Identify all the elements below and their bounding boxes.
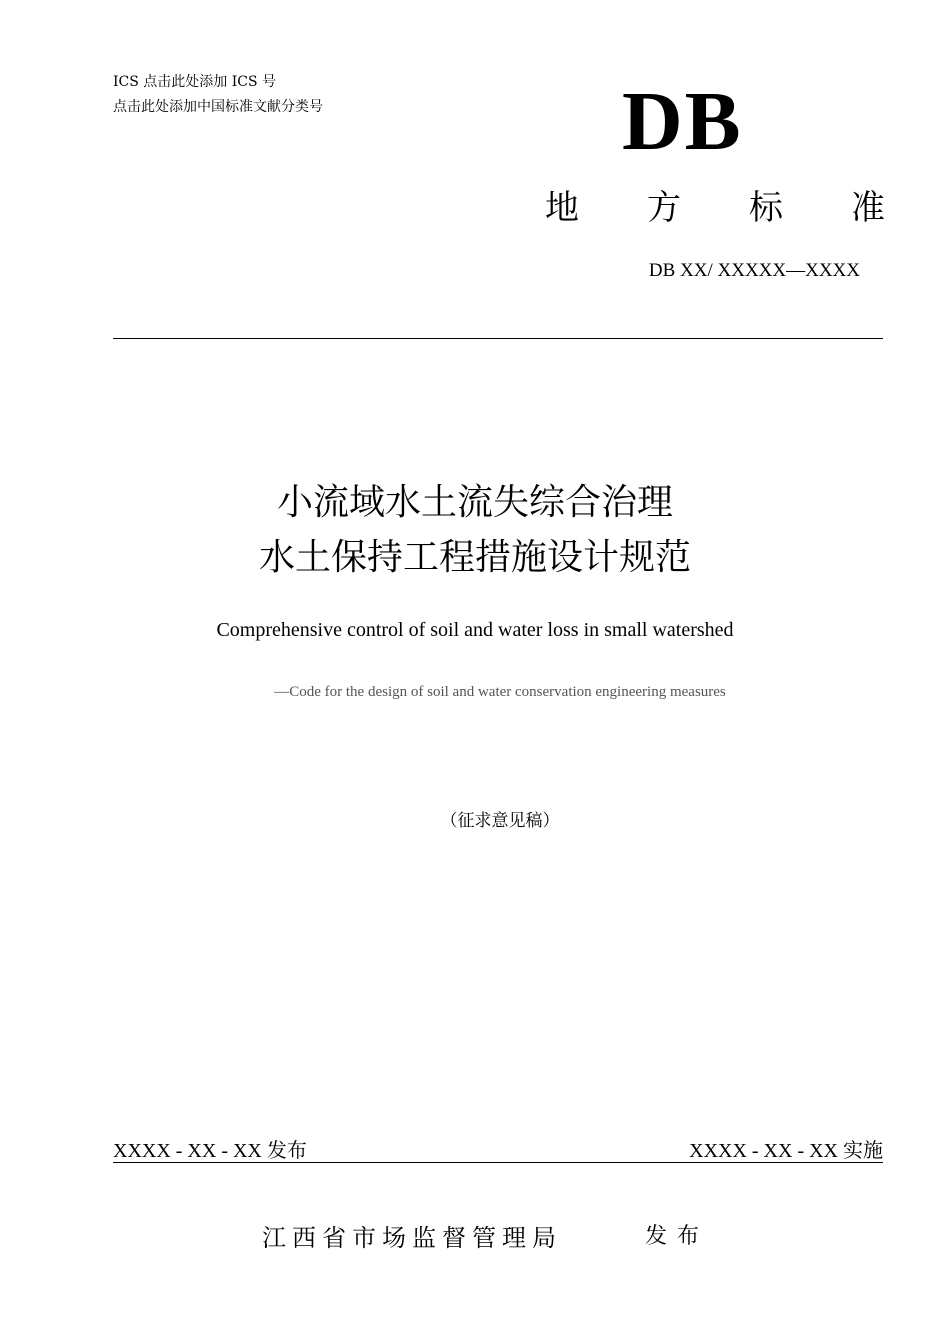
title-cn-line1: 小流域水土流失综合治理	[276, 482, 673, 523]
publish-date: XXXX - XX - XX 发布	[113, 1140, 307, 1162]
draft-note: （征求意见稿）	[440, 811, 560, 831]
db-logo: DB	[622, 75, 743, 168]
standard-type-char: 标	[749, 188, 783, 228]
issue-label: 发布	[645, 1224, 710, 1249]
standard-number: DB XX/ XXXXX—XXXX	[648, 260, 860, 281]
standard-type-char: 方	[647, 188, 681, 228]
implement-date: XXXX - XX - XX 实施	[689, 1140, 883, 1162]
ics-number: ICS 点击此处添加 ICS 号	[113, 74, 277, 90]
footer-divider	[113, 1162, 883, 1163]
standard-type-char: 地	[545, 188, 579, 228]
date-row	[113, 1138, 883, 1164]
header-divider	[113, 338, 883, 339]
ccs-classification: 点击此处添加中国标准文献分类号	[113, 99, 323, 115]
standard-type	[545, 186, 885, 230]
subtitle-en: —Code for the design of soil and water conservation engineering measures	[274, 684, 726, 700]
title-cn-line2: 水土保持工程措施设计规范	[258, 537, 691, 578]
title-en: Comprehensive control of soil and water loss in small watershed	[216, 619, 734, 641]
issuing-authority: 江西省市场监督管理局	[262, 1224, 562, 1252]
standard-type-char: 准	[851, 188, 885, 228]
